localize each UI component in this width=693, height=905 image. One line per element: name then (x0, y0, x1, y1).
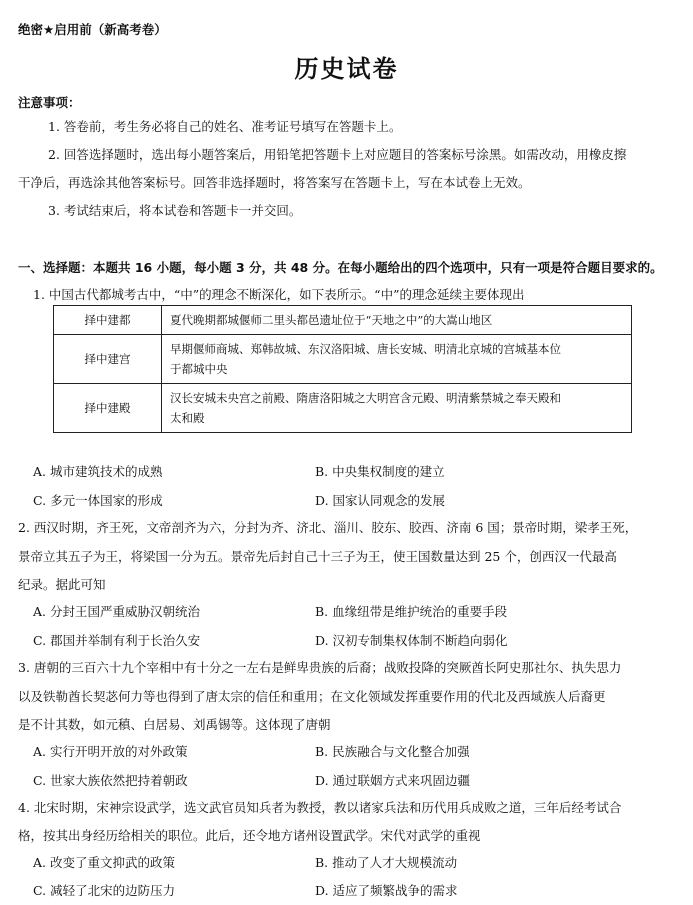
table-row (54, 306, 632, 335)
table-value (162, 306, 632, 335)
option-b: B. 推动了人才大规模流动 (315, 855, 458, 870)
option-d: D. 国家认同观念的发展 (315, 493, 446, 508)
table-value-line: 夏代晚期都城偃师二里头都邑遗址位于“天地之中”的大嵩山地区 (170, 313, 493, 327)
option-a: A. 分封王国严重威胁汉朝统治 (33, 604, 200, 619)
question-3-stem: 是不计其数，如元稹、白居易、刘禹锡等。这体现了唐朝 (18, 717, 331, 732)
option-d: D. 适应了频繁战争的需求 (315, 883, 458, 898)
table-key: 择中建殿 (54, 384, 162, 433)
table-value-line: 早期偃师商城、郑韩故城、东汉洛阳城、唐长安城、明清北京城的宫城基本位 (170, 342, 561, 356)
table-row (54, 335, 632, 384)
confidential-label: 绝密★启用前（新高考卷） (18, 22, 167, 37)
note-item: 2. 回答选择题时，选出每小题答案后，用铅笔把答题卡上对应题目的答案标号涂黑。如需改动，用橡皮擦 (48, 147, 627, 162)
table-value (162, 335, 632, 384)
note-item: 干净后，再选涂其他答案标号。回答非选择题时，将答案写在答题卡上，写在本试卷上无效。 (18, 175, 531, 190)
table-key: 择中建都 (54, 306, 162, 335)
option-c: C. 多元一体国家的形成 (33, 493, 163, 508)
note-item: 1. 答卷前，考生务必将自己的姓名、准考证号填写在答题卡上。 (48, 119, 402, 134)
question-2-stem: 2. 西汉时期，齐王死，文帝剖齐为六，分封为齐、济北、淄川、胶东、胶西、济南 6 国；景帝时期，梁孝王死， (18, 520, 638, 535)
option-a: A. 城市建筑技术的成熟 (33, 464, 163, 479)
question-3-stem: 3. 唐朝的三百六十九个宰相中有十分之一左右是鲜卑贵族的后裔；战败投降的突厥酋长阿史那社尔、执失思力 (18, 660, 622, 675)
question-4-stem: 格，按其出身经历给相关的职位。此后，还令地方诸州设置武学。宋代对武学的重视 (18, 828, 481, 843)
option-d: D. 汉初专制集权体制不断趋向弱化 (315, 633, 508, 648)
table-value-line: 于都城中央 (170, 362, 228, 376)
table-row (54, 384, 632, 433)
question-3-stem: 以及铁勒酋长契苾何力等也得到了唐太宗的信任和重用；在文化领域发挥重要作用的代北及西域族人后裔更 (18, 689, 606, 704)
option-d: D. 通过联姻方式来巩固边疆 (315, 773, 471, 788)
option-a: A. 实行开明开放的对外政策 (33, 744, 188, 759)
notes-heading: 注意事项： (18, 95, 81, 110)
option-c: C. 郡国并举制有利于长治久安 (33, 633, 201, 648)
question-2-stem: 纪录。据此可知 (18, 577, 106, 592)
question-4-stem: 4. 北宋时期，宋神宗设武学，选文武官员知兵者为教授，教以诸家兵法和历代用兵成败之道，三年后经考试合 (18, 800, 622, 815)
table-value-line: 太和殿 (170, 411, 205, 425)
question-2-stem: 景帝立其五子为王，将梁国一分为五。景帝先后封自己十三子为王，使王国数量达到 25 个，创西汉一代最高 (18, 549, 617, 564)
option-a: A. 改变了重文抑武的政策 (33, 855, 175, 870)
page-title: 历史试卷 (294, 55, 399, 83)
option-b: B. 中央集权制度的建立 (315, 464, 445, 479)
question-1-table (53, 305, 632, 433)
table-key: 择中建宫 (54, 335, 162, 384)
option-c: C. 世家大族依然把持着朝政 (33, 773, 188, 788)
section-heading: 一、选择题：本题共 16 小题，每小题 3 分，共 48 分。在每小题给出的四个选项中，只有一项是符合题目要求的。 (18, 260, 663, 275)
table-value-line: 汉长安城未央宫之前殿、隋唐洛阳城之大明宫含元殿、明清紫禁城之奉天殿和 (170, 391, 561, 405)
option-b: B. 血缘纽带是维护统治的重要手段 (315, 604, 508, 619)
option-c: C. 减轻了北宋的边防压力 (33, 883, 176, 898)
option-b: B. 民族融合与文化整合加强 (315, 744, 470, 759)
question-1-stem: 1. 中国古代都城考古中，“中”的理念不断深化，如下表所示。“中”的理念延续主要体现出 (33, 287, 525, 302)
note-item: 3. 考试结束后，将本试卷和答题卡一并交回。 (48, 203, 302, 218)
table-value (162, 384, 632, 433)
